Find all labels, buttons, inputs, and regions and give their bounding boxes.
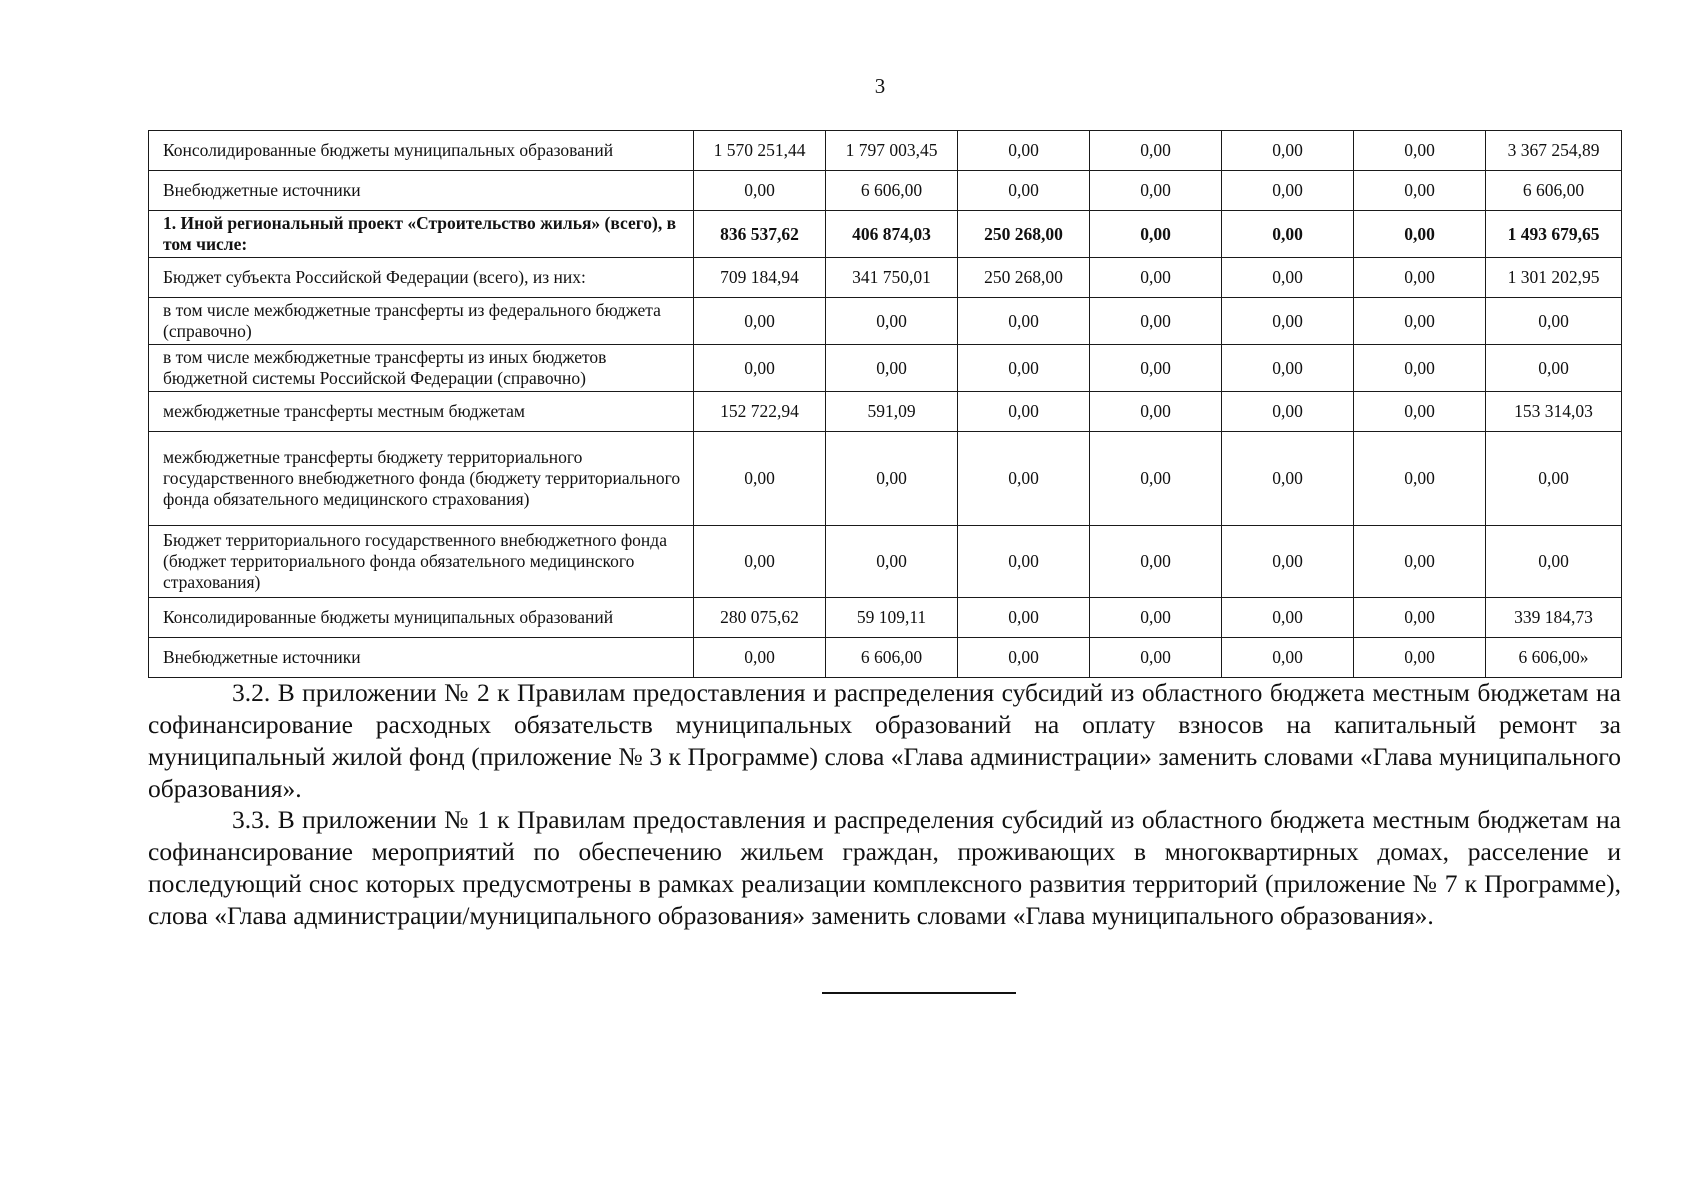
value-cell: 0,00 — [1354, 392, 1486, 432]
value-cell: 0,00 — [1090, 638, 1222, 678]
value-cell: 0,00 — [826, 526, 958, 598]
value-cell: 1 301 202,95 — [1486, 258, 1622, 298]
value-cell: 0,00 — [1090, 171, 1222, 211]
value-cell: 0,00 — [1090, 131, 1222, 171]
value-cell: 0,00 — [958, 638, 1090, 678]
table-row — [149, 392, 1622, 432]
value-cell: 0,00 — [694, 638, 826, 678]
table-row — [149, 131, 1622, 171]
table-row — [149, 211, 1622, 258]
value-cell: 280 075,62 — [694, 598, 826, 638]
table-row — [149, 258, 1622, 298]
value-cell: 6 606,00» — [1486, 638, 1622, 678]
value-cell: 0,00 — [1354, 345, 1486, 392]
value-cell: 0,00 — [958, 171, 1090, 211]
value-cell: 0,00 — [826, 298, 958, 345]
value-cell: 0,00 — [1222, 598, 1354, 638]
value-cell: 0,00 — [1222, 432, 1354, 526]
table-row — [149, 638, 1622, 678]
row-label: Внебюджетные источники — [149, 171, 694, 211]
row-label: в том числе межбюджетные трансферты из иных бюджетов бюджетной системы Российской Федерации (справочно) — [149, 345, 694, 392]
value-cell: 6 606,00 — [1486, 171, 1622, 211]
value-cell: 0,00 — [1090, 392, 1222, 432]
value-cell: 836 537,62 — [694, 211, 826, 258]
value-cell: 0,00 — [1090, 598, 1222, 638]
value-cell: 0,00 — [1354, 171, 1486, 211]
value-cell: 0,00 — [1222, 131, 1354, 171]
table-row — [149, 345, 1622, 392]
value-cell: 0,00 — [694, 432, 826, 526]
value-cell: 0,00 — [1090, 432, 1222, 526]
value-cell: 0,00 — [1354, 432, 1486, 526]
table-row — [149, 526, 1622, 598]
value-cell: 0,00 — [1090, 298, 1222, 345]
value-cell: 0,00 — [1222, 638, 1354, 678]
row-label: 1. Иной региональный проект «Строительство жилья» (всего), в том числе: — [149, 211, 694, 258]
value-cell: 406 874,03 — [826, 211, 958, 258]
value-cell: 0,00 — [958, 598, 1090, 638]
value-cell: 6 606,00 — [826, 638, 958, 678]
value-cell: 0,00 — [1222, 211, 1354, 258]
value-cell: 0,00 — [1090, 526, 1222, 598]
value-cell: 153 314,03 — [1486, 392, 1622, 432]
value-cell: 1 570 251,44 — [694, 131, 826, 171]
value-cell: 250 268,00 — [958, 211, 1090, 258]
page-number: 3 — [874, 74, 886, 98]
row-label: Консолидированные бюджеты муниципальных образований — [149, 598, 694, 638]
value-cell: 59 109,11 — [826, 598, 958, 638]
value-cell: 0,00 — [958, 298, 1090, 345]
value-cell: 339 184,73 — [1486, 598, 1622, 638]
value-cell: 0,00 — [958, 131, 1090, 171]
value-cell: 0,00 — [1090, 345, 1222, 392]
row-label: межбюджетные трансферты местным бюджетам — [149, 392, 694, 432]
row-label: в том числе межбюджетные трансферты из федерального бюджета (справочно) — [149, 298, 694, 345]
value-cell: 709 184,94 — [694, 258, 826, 298]
value-cell: 0,00 — [1486, 432, 1622, 526]
value-cell: 6 606,00 — [826, 171, 958, 211]
value-cell: 0,00 — [1222, 258, 1354, 298]
row-label: Консолидированные бюджеты муниципальных образований — [149, 131, 694, 171]
value-cell: 0,00 — [958, 345, 1090, 392]
paragraph-3-2: 3.2. В приложении № 2 к Правилам предоставления и распределения субсидий из областного бюджета местным бюджетам на софинансирование расходных обязательств муниципальных образований на оплату взносов на капитальный ремонт за муниципальный жилой фонд (приложение № 3 к Программе) слова «Глава администрации» заменить словами «Глава муниципального образования». — [148, 678, 1621, 803]
value-cell: 0,00 — [1486, 298, 1622, 345]
budget-table — [148, 130, 1622, 678]
value-cell: 591,09 — [826, 392, 958, 432]
table-row — [149, 598, 1622, 638]
end-of-text-rule — [822, 992, 1016, 994]
table-row — [149, 171, 1622, 211]
value-cell: 0,00 — [1222, 298, 1354, 345]
value-cell: 0,00 — [694, 526, 826, 598]
value-cell: 3 367 254,89 — [1486, 131, 1622, 171]
value-cell: 0,00 — [1222, 392, 1354, 432]
paragraph-3-3: 3.3. В приложении № 1 к Правилам предоставления и распределения субсидий из областного бюджета местным бюджетам на софинансирование мероприятий по обеспечению жильем граждан, проживающих в многоквартирных домах, расселение и последующий снос которых предусмотрены в рамках реализации комплексного развития территорий (приложение № 7 к Программе), слова «Глава администрации/муниципального образования» заменить словами «Глава муниципального образования». — [148, 805, 1621, 930]
value-cell: 0,00 — [1486, 345, 1622, 392]
value-cell: 0,00 — [694, 171, 826, 211]
table-row — [149, 432, 1622, 526]
row-label: Бюджет территориального государственного внебюджетного фонда (бюджет территориального фонда обязательного медицинского страхования) — [149, 526, 694, 598]
value-cell: 0,00 — [1486, 526, 1622, 598]
value-cell: 0,00 — [1354, 211, 1486, 258]
value-cell: 0,00 — [826, 432, 958, 526]
value-cell: 1 797 003,45 — [826, 131, 958, 171]
value-cell: 0,00 — [1222, 345, 1354, 392]
value-cell: 0,00 — [1354, 131, 1486, 171]
value-cell: 0,00 — [958, 392, 1090, 432]
value-cell: 250 268,00 — [958, 258, 1090, 298]
value-cell: 1 493 679,65 — [1486, 211, 1622, 258]
value-cell: 0,00 — [694, 298, 826, 345]
row-label: Внебюджетные источники — [149, 638, 694, 678]
value-cell: 0,00 — [1222, 171, 1354, 211]
value-cell: 0,00 — [958, 432, 1090, 526]
row-label: межбюджетные трансферты бюджету территориального государственного внебюджетного фонда (бюджету территориального фонда обязательного медицинского страхования) — [149, 432, 694, 526]
budget-table-body — [149, 131, 1622, 678]
row-label: Бюджет субъекта Российской Федерации (всего), из них: — [149, 258, 694, 298]
value-cell: 0,00 — [1090, 258, 1222, 298]
table-row — [149, 298, 1622, 345]
value-cell: 0,00 — [826, 345, 958, 392]
value-cell: 0,00 — [1354, 598, 1486, 638]
value-cell: 0,00 — [694, 345, 826, 392]
value-cell: 0,00 — [1222, 526, 1354, 598]
value-cell: 0,00 — [1354, 638, 1486, 678]
value-cell: 0,00 — [958, 526, 1090, 598]
value-cell: 341 750,01 — [826, 258, 958, 298]
value-cell: 0,00 — [1354, 526, 1486, 598]
value-cell: 0,00 — [1090, 211, 1222, 258]
value-cell: 0,00 — [1354, 258, 1486, 298]
value-cell: 152 722,94 — [694, 392, 826, 432]
value-cell: 0,00 — [1354, 298, 1486, 345]
